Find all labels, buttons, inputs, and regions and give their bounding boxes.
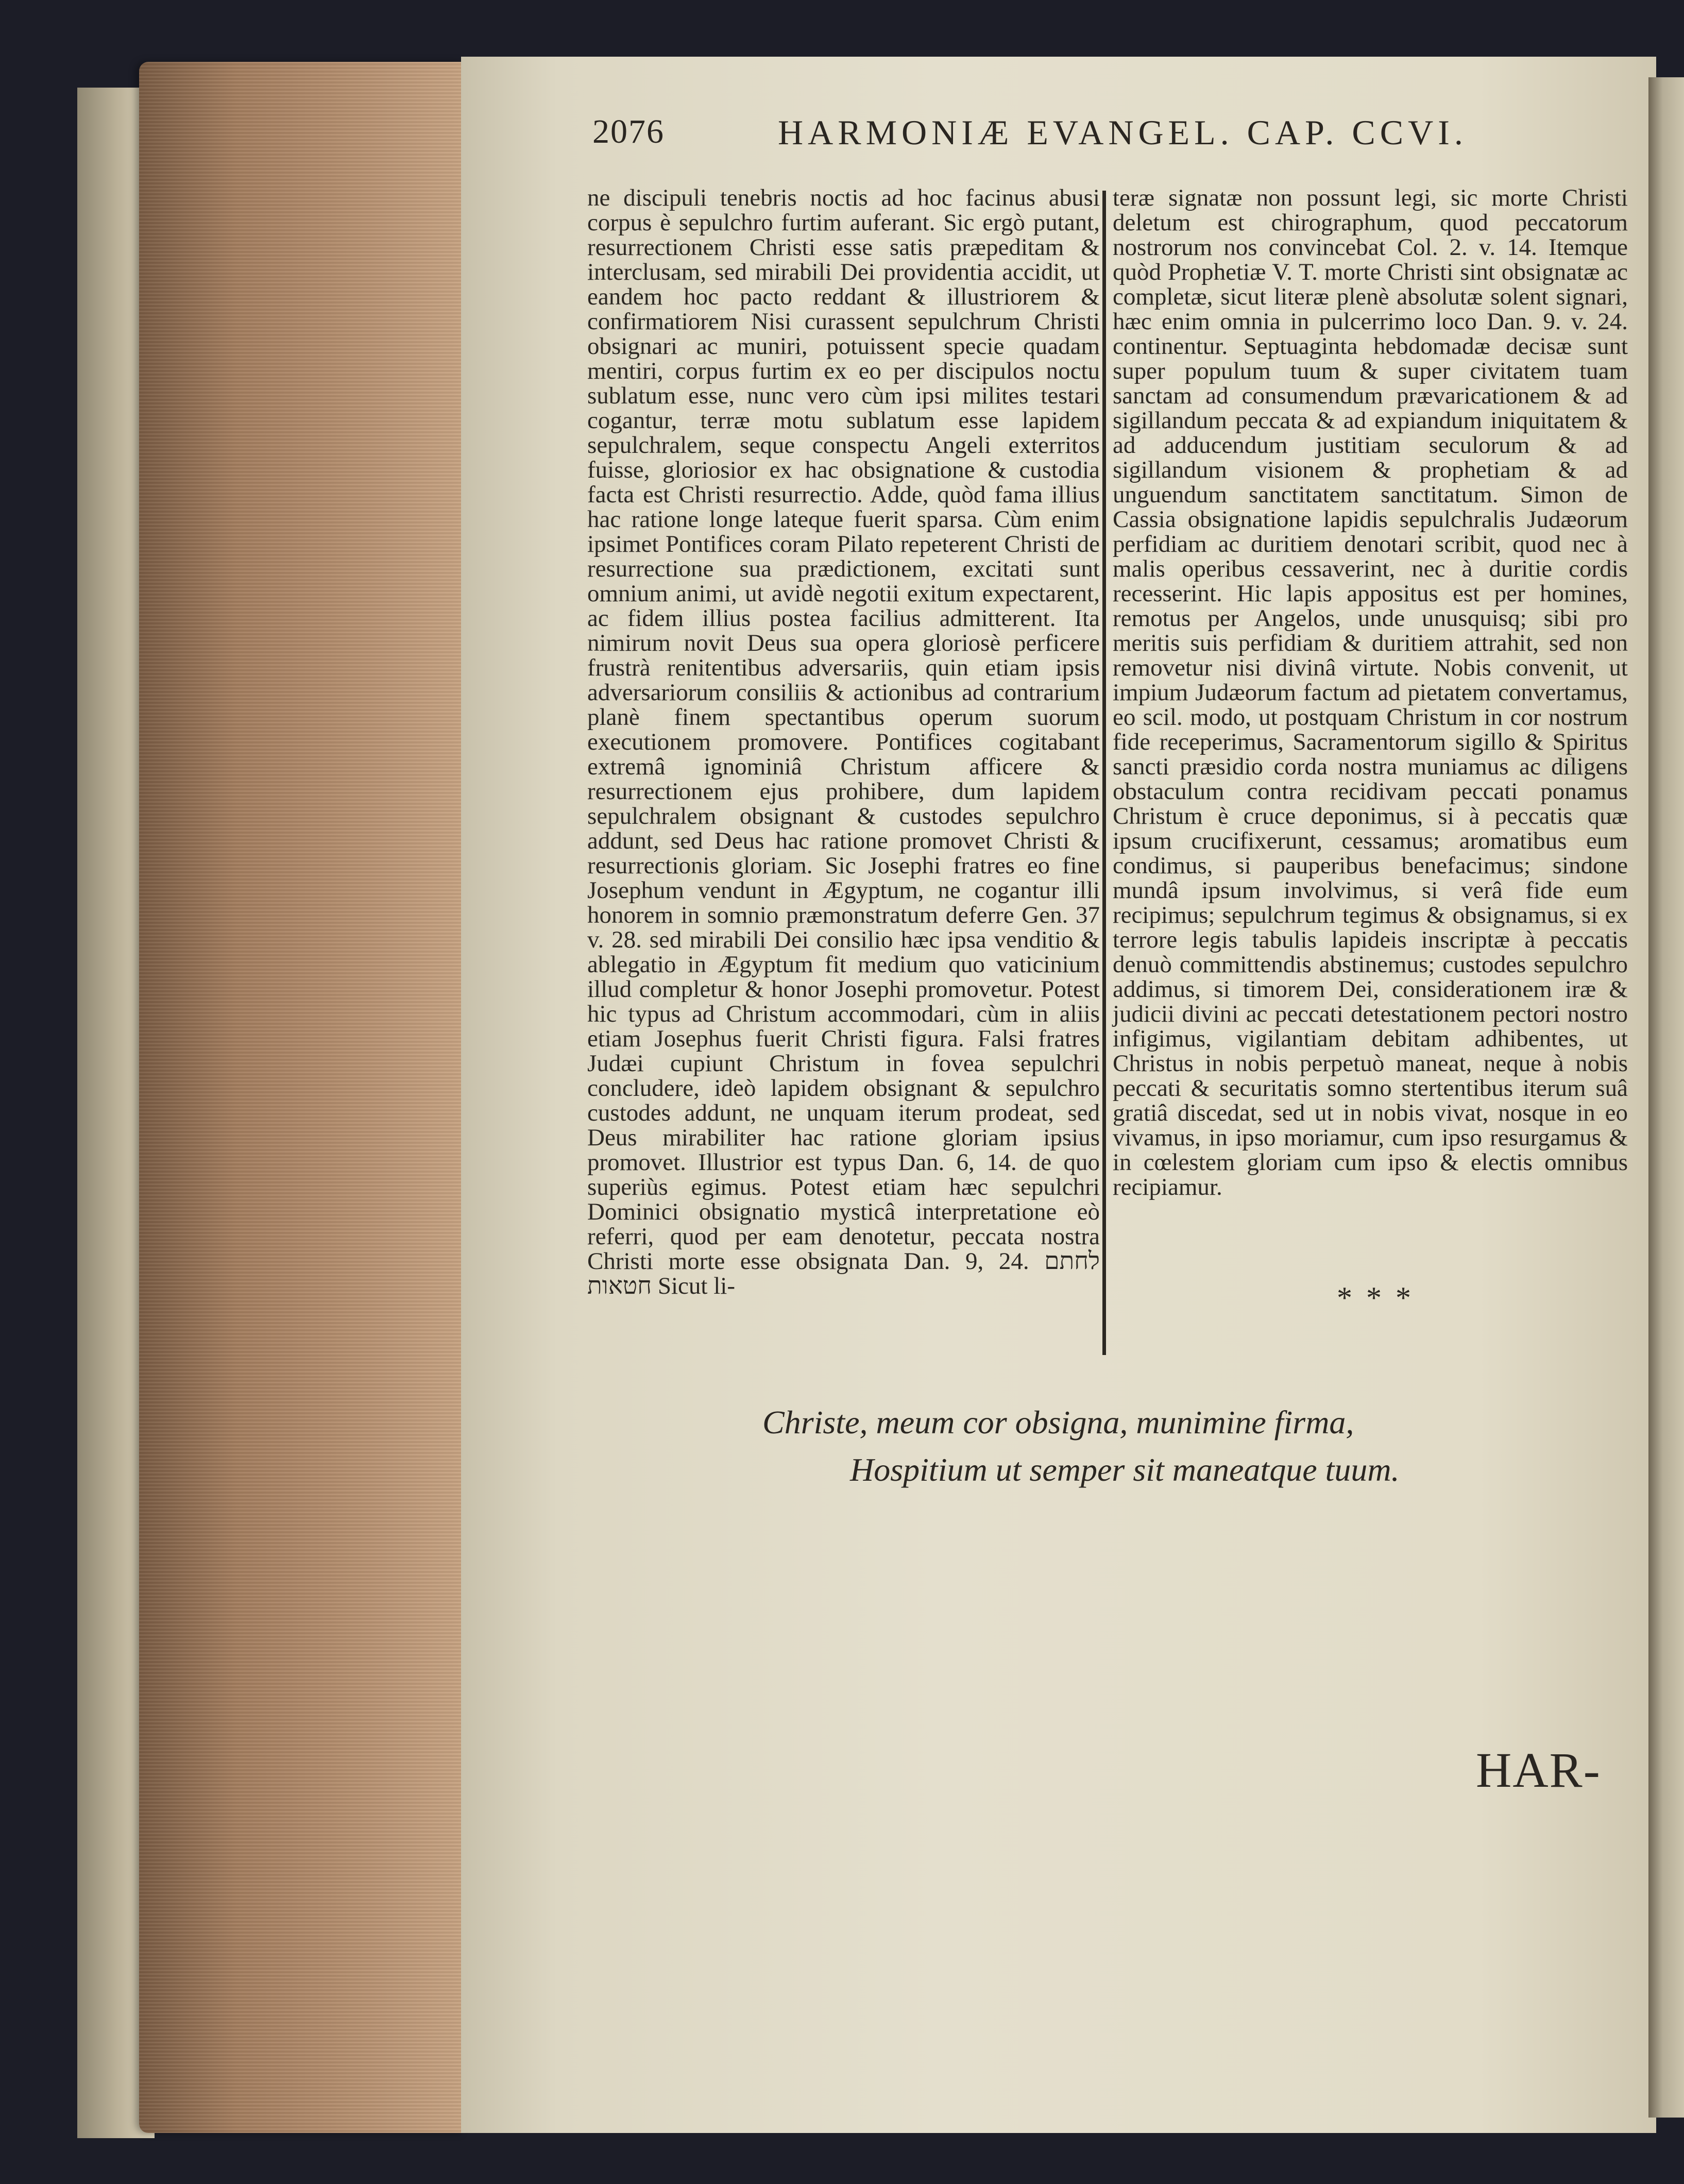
page-block-edges: [139, 62, 464, 2133]
verse-line-2: Hospitium ut semper sit maneatque tuum.: [850, 1451, 1400, 1488]
asterism-ornament: * * *: [1337, 1281, 1414, 1315]
verse-line-1: Christe, meum cor obsigna, munimine firma,: [762, 1404, 1354, 1441]
page-header: [592, 112, 1473, 169]
catchword: HAR-: [1476, 1742, 1601, 1798]
column-divider-rule: [1102, 191, 1106, 1355]
running-title: HARMONIÆ EVANGEL. CAP. CCVI.: [778, 113, 1468, 152]
facing-page-edge: [1648, 77, 1684, 2118]
left-column-text: ne discipuli tenebris noctis ad hoc facinus abusi corpus è sepulchro furtim auferant. Sic ergò putant, resurrectionem Christi esse satis præpeditam & interclusam, sed mirabili Dei providentia accidit, ut eandem hoc pacto reddant & illustriorem & confirmatiorem Nisi curassent sepulchrum Christi obsignari ac muniri, potuissent specie quadam mentiri, corpus furtim ex eo per discipulos noctu sublatum esse, nunc vero cùm ipsi milites testari cogantur, terræ motu sublatum esse lapidem sepulchralem, seque conspectu Angeli exterritos fuisse, gloriosior ex hac obsignatione & custodia facta est Christi resurrectio. Adde, quòd fama illius hac ratione longe lateque fuerit sparsa. Cùm enim ipsimet Pontifices coram Pilato repeterent Christi de resurrectione sua prædictionem, excitati sunt omnium animi, ut avidè negotii exitum expectarent, ac fidem illius postea facilius admitterent. Ita nimirum novit Deus sua opera gloriosè perficere frustrà renitentibus adversariis, quin etiam ipsis adversariorum consiliis & actionibus ad contrarium planè finem spectantibus operum suorum executionem promovere. Pontifices cogitabant extremâ ignominiâ Christum afficere & resurrectionem ejus prohibere, dum lapidem sepulchralem obsignant & custodes sepulchro addunt, sed Deus hac ratione promovet Christi & resurrectionis gloriam. Sic Josephi fratres eo fine Josephum vendunt in Ægyptum, ne cogantur illi honorem in somnio præmonstratum deferre Gen. 37 v. 28. sed mirabili Dei consilio hæc ipsa venditio & ablegatio in Ægyptum fit medium quo vaticinium illud completur & honor Josephi promovetur. Potest hic typus ad Christum accommodari, cùm in aliis etiam Josephus fuerit Christi figura. Falsi fratres Judæi cupiunt Christum in fovea sepulchri concludere, ideò lapidem obsignant & sepulchro custodes addunt, ne unquam iterum prodeat, sed Deus mirabiliter hac ratione gloriam ipsius promovet. Illustrior est typus Dan. 6, 14. de quo superiùs egimus. Potest etiam hæc sepulchri Dominici obsignatio mysticâ interpretatione eò referri, quod per eam denotetur, peccata nostra Christi morte esse obsignata Dan. 9, 24. לחתם חטאות Sicut li-: [587, 184, 1100, 1299]
page-number: 2076: [592, 113, 665, 150]
closing-verse: [762, 1399, 1432, 1494]
right-text-column: [1113, 185, 1628, 1267]
left-text-column: [587, 185, 1100, 1345]
right-column-text: teræ signatæ non possunt legi, sic morte Christi deletum est chirographum, quod peccatorum nostrorum nos convincebat Col. 2. v. 14. Itemque quòd Prophetiæ V. T. morte Christi sint obsignatæ ac completæ, sicut literæ plenè absolutæ solent signari, hæc enim omnia in pulcerrimo loco Dan. 9. v. 24. continentur. Septuaginta hebdomadæ decisæ sunt super populum tuum & super civitatem tuam sanctam ad consumendum prævaricationem & ad sigillandum peccata & ad expiandum iniquitatem & ad adducendum justitiam seculorum & ad sigillandum visionem & prophetiam & ad unguendum sanctitatem sanctitatum. Simon de Cassia obsignatione lapidis sepulchralis Judæorum perfidiam ac duritiem denotari scribit, quod nec à malis operibus cessaverint, nec à duritie cordis recesserint. Hic lapis appositus est per homines, remotus per Angelos, unde unusquisq; sibi pro meritis suis perfidiam & duritiem attrahit, sed non removetur nisi divinâ virtute. Nobis convenit, ut impium Judæorum factum ad pietatem convertamus, eo scil. modo, ut postquam Christum in cor nostrum fide receperimus, Sacramentorum sigillo & Spiritus sancti præsidio corda nostra muniamus ac diligens obstaculum contra recidivam peccati ponamus Christum è cruce deponimus, si à peccatis quæ ipsum crucifixerunt, cessamus; aromatibus eum condimus, si pauperibus benefacimus; sindone mundâ ipsum involvimus, si verâ fide eum recipimus; sepulchrum tegimus & obsignamus, si ex terrore legis tabulis lapideis inscriptæ à peccatis denuò committendis abstinemus; custodes sepulchro addimus, si timorem Dei, considerationem iræ & judicii divini ac peccati detestationem pectori nostro infigimus, vigilantiam debitam adhibentes, ut Christus in nobis perpetuò maneat, neque à nobis peccati & securitatis somno stertentibus iterum suâ gratiâ discedat, sed ut in nobis vivat, nosque in eo vivamus, in ipso moriamur, cum ipso resurgamus & in cœlestem gloriam cum ipso & electis omnibus recipiamur.: [1113, 184, 1628, 1200]
